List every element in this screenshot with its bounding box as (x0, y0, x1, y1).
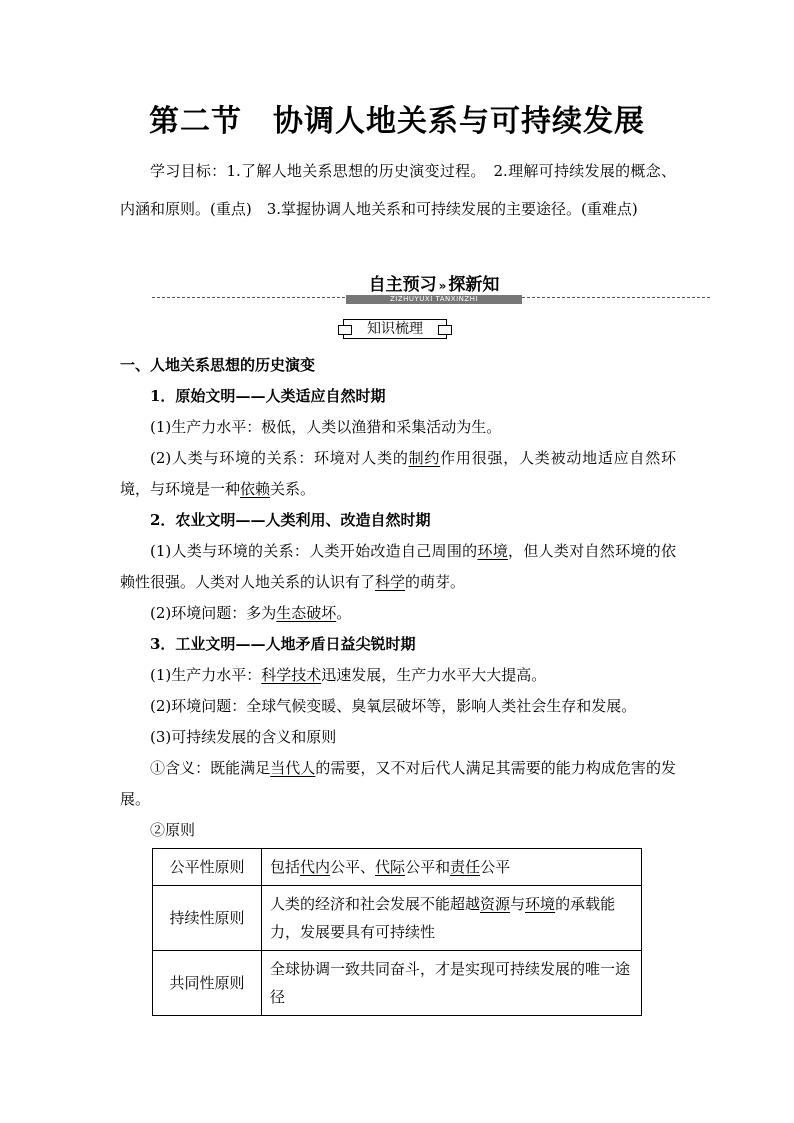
knowledge-tag: 知识梳理 (343, 319, 447, 339)
banner-title-left: 自主预习 (368, 275, 437, 295)
underlined-answer: 科学 (375, 573, 406, 591)
table-row (153, 951, 642, 1016)
paragraph: (2)环境问题：全球气候变暖、臭氧层破坏等，影响人类社会生存和发展。 (150, 697, 637, 715)
page-title: 第二节 协调人地关系与可持续发展 (149, 104, 645, 139)
principle-name: 共同性原则 (153, 951, 262, 1016)
paragraph: (1)生产力水平：科学技术迅速发展，生产力水平大大提高。 (150, 666, 547, 684)
banner-title-right: 探新知 (448, 275, 500, 295)
principle-desc: 全球协调一致共同奋斗，才是实现可持续发展的唯一途径 (262, 951, 642, 1016)
underlined-answer: 科学技术 (261, 666, 322, 684)
paragraph: (2)环境问题：多为生态破坏。 (150, 604, 352, 622)
banner-title (346, 274, 522, 296)
section-heading: 一、人地关系思想的历史演变 (120, 356, 316, 374)
stage-heading-agricultural: 2．农业文明——人类利用、改造自然时期 (150, 511, 431, 529)
principle-desc: 包括代内公平、代际公平和责任公平 (262, 849, 642, 886)
paragraph: (1)人类与环境的关系：人类开始改造自己周围的环境，但人类对自然环境的依赖性很强。人类对人地关系的认识有了科学的萌芽。 (120, 542, 676, 591)
underlined-answer: 当代人 (270, 759, 316, 777)
paragraph: (3)可持续发展的含义和原则 (150, 728, 337, 746)
paragraph: ②原则 (150, 821, 196, 839)
underlined-answer: 依赖 (240, 480, 271, 498)
main-content (120, 350, 676, 846)
principle-desc: 人类的经济和社会发展不能超越资源与环境的承载能力，发展要具有可持续性 (262, 886, 642, 951)
principle-name: 公平性原则 (153, 849, 262, 886)
table-row (153, 886, 642, 951)
stage-heading-industrial: 3．工业文明——人地矛盾日益尖锐时期 (150, 635, 416, 653)
principle-name: 持续性原则 (153, 886, 262, 951)
paragraph: (1)生产力水平：极低，人类以渔猎和采集活动为生。 (150, 418, 502, 436)
learning-objectives: 学习目标：1.了解人地关系思想的历史演变过程。 2.理解可持续发展的概念、内涵和原则。(重点) 3.掌握协调人地关系和可持续发展的主要途径。(重难点) (120, 162, 676, 218)
paragraph: (2)人类与环境的关系：环境对人类的制约作用很强，人类被动地适应自然环境，与环境是一种依赖关系。 (120, 449, 676, 498)
section-banner (0, 270, 794, 306)
underlined-answer: 环境 (477, 542, 509, 560)
underlined-answer: 制约 (408, 449, 441, 467)
double-chevron-icon: » (438, 279, 447, 293)
principles-table (152, 848, 642, 1016)
table-row (153, 849, 642, 886)
underlined-answer: 生态破坏 (276, 604, 337, 622)
banner-pinyin: ZIZHUYUXI TANXINZHI (346, 295, 522, 304)
paragraph: ①含义：既能满足当代人的需要，又不对后代人满足其需要的能力构成危害的发展。 (120, 759, 676, 808)
stage-heading-primitive: 1．原始文明——人类适应自然时期 (150, 387, 386, 405)
